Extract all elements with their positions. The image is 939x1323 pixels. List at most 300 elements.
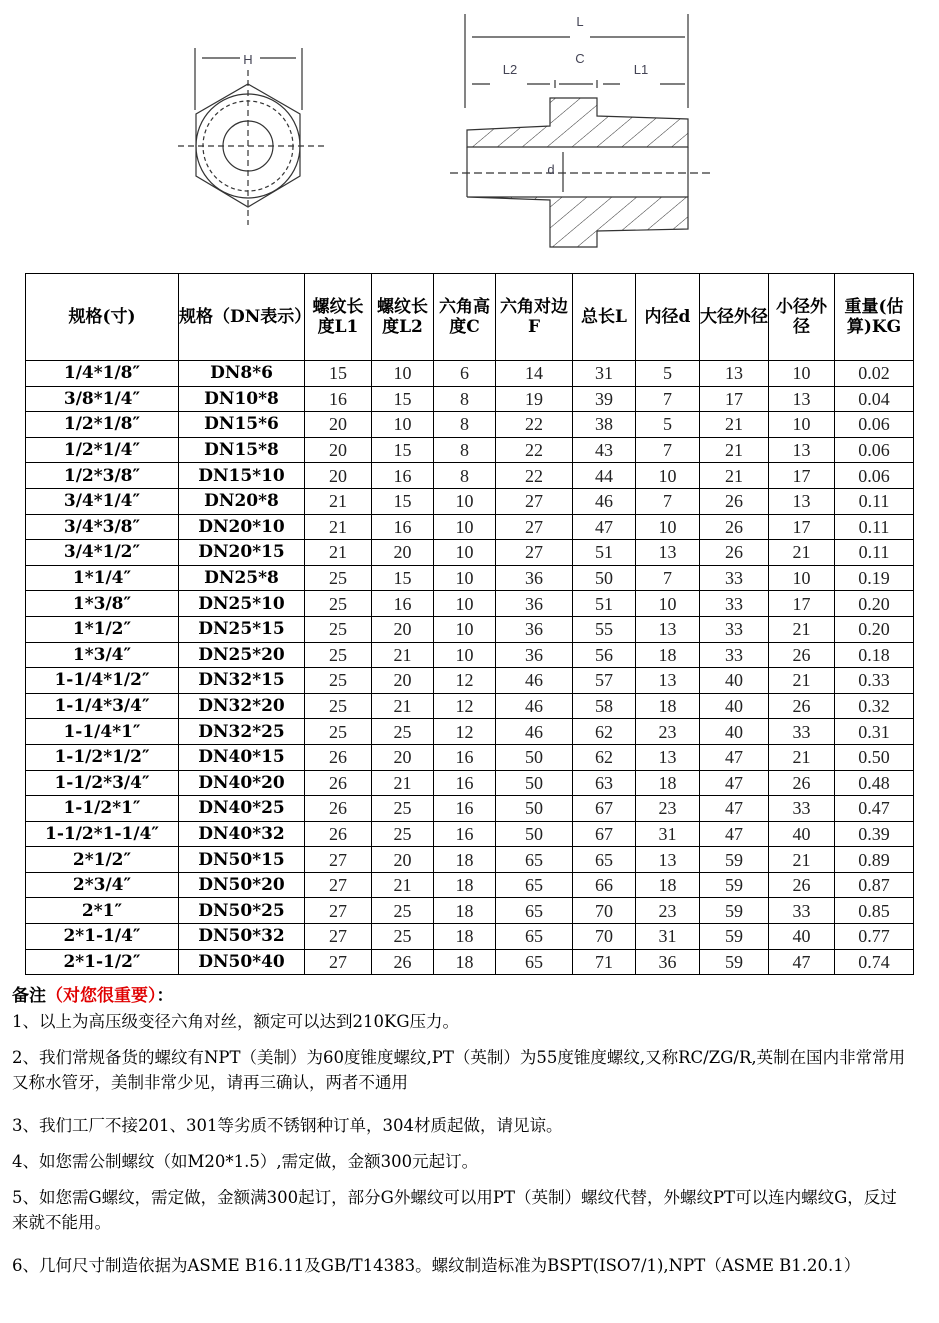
table-cell: DN32*20 xyxy=(179,693,305,719)
table-cell: 16 xyxy=(434,770,496,796)
table-cell: 20 xyxy=(372,744,434,770)
table-cell: 1-1/2*3/4″ xyxy=(26,770,179,796)
table-cell: 16 xyxy=(434,821,496,847)
table-cell: 1*1/2″ xyxy=(26,616,179,642)
table-cell: 0.85 xyxy=(835,898,914,924)
table-cell: 5 xyxy=(636,361,700,387)
table-cell: 47 xyxy=(700,744,769,770)
table-row xyxy=(26,847,914,873)
table-row xyxy=(26,719,914,745)
side-section-view xyxy=(450,14,710,247)
table-cell: 1-1/4*3/4″ xyxy=(26,693,179,719)
table-cell: 21 xyxy=(700,412,769,438)
table-cell: DN32*15 xyxy=(179,668,305,694)
table-cell: DN8*6 xyxy=(179,361,305,387)
table-row xyxy=(26,642,914,668)
table-cell: 27 xyxy=(305,924,372,950)
table-cell: 0.48 xyxy=(835,770,914,796)
table-cell: 1/2*1/8″ xyxy=(26,412,179,438)
table-cell: 46 xyxy=(496,668,573,694)
table-cell: 21 xyxy=(372,693,434,719)
table-cell: 70 xyxy=(573,924,636,950)
note-item: 1、以上为高压级变径六角对丝，额定可以达到210KG压力。 xyxy=(12,1012,459,1031)
table-cell: 0.02 xyxy=(835,361,914,387)
table-cell: 33 xyxy=(700,565,769,591)
table-cell: 20 xyxy=(305,463,372,489)
table-cell: 18 xyxy=(636,642,700,668)
table-cell: 0.04 xyxy=(835,386,914,412)
table-cell: 20 xyxy=(372,847,434,873)
fitting-dimension-diagram xyxy=(0,0,939,265)
table-cell: 21 xyxy=(305,488,372,514)
table-cell: 18 xyxy=(434,872,496,898)
table-cell: 16 xyxy=(434,744,496,770)
table-cell: 59 xyxy=(700,847,769,873)
table-cell: 0.06 xyxy=(835,437,914,463)
table-cell: 13 xyxy=(769,386,835,412)
table-cell: 3/4*1/2″ xyxy=(26,540,179,566)
table-cell: 1-1/2*1/2″ xyxy=(26,744,179,770)
note-item: 5、如您需G螺纹，需定做，金额满300起订，部分G外螺纹可以用PT（英制）螺纹代替，外螺纹PT可以连内螺纹G，反过来就不能用。 xyxy=(12,1188,897,1232)
table-cell: 65 xyxy=(573,847,636,873)
table-cell: 15 xyxy=(305,361,372,387)
table-cell: 10 xyxy=(434,514,496,540)
table-cell: DN10*8 xyxy=(179,386,305,412)
column-header: 六角高度C xyxy=(434,274,496,361)
table-cell: 56 xyxy=(573,642,636,668)
table-cell: 25 xyxy=(372,796,434,822)
table-cell: 1-1/4*1/2″ xyxy=(26,668,179,694)
table-cell: 21 xyxy=(372,872,434,898)
table-cell: 65 xyxy=(496,898,573,924)
table-cell: 25 xyxy=(305,565,372,591)
table-row xyxy=(26,591,914,617)
table-row xyxy=(26,514,914,540)
table-cell: 0.77 xyxy=(835,924,914,950)
table-cell: 46 xyxy=(496,693,573,719)
note-item: 2、我们常规备货的螺纹有NPT（美制）为60度锥度螺纹,PT（英制）为55度锥度螺纹,又称RC/ZG/R,英制在国内非常常用又称水管牙，美制非常少见，请再三确认，两者不通用 xyxy=(12,1048,906,1092)
column-header: 六角对边F xyxy=(496,274,573,361)
hex-end-view xyxy=(178,48,325,225)
note-item: 4、如您需公制螺纹（如M20*1.5）,需定做，金额300元起订。 xyxy=(12,1152,479,1171)
table-cell: 21 xyxy=(372,642,434,668)
table-cell: 2*3/4″ xyxy=(26,872,179,898)
table-cell: 20 xyxy=(372,540,434,566)
table-cell: 16 xyxy=(372,591,434,617)
table-cell: 7 xyxy=(636,437,700,463)
table-cell: 26 xyxy=(769,642,835,668)
table-cell: 27 xyxy=(305,847,372,873)
table-cell: 33 xyxy=(769,796,835,822)
table-row xyxy=(26,872,914,898)
table-cell: 65 xyxy=(496,924,573,950)
table-cell: 1-1/4*1″ xyxy=(26,719,179,745)
table-cell: 10 xyxy=(434,642,496,668)
table-cell: 12 xyxy=(434,668,496,694)
note-item: 6、几何尺寸制造依据为ASME B16.11及GB/T14383。螺纹制造标准为BSPT(ISO7/1),NPT（ASME B1.20.1） xyxy=(12,1256,861,1275)
table-cell: 0.18 xyxy=(835,642,914,668)
table-cell: 10 xyxy=(434,488,496,514)
table-cell: 15 xyxy=(372,565,434,591)
table-cell: 39 xyxy=(573,386,636,412)
table-cell: 59 xyxy=(700,949,769,975)
table-cell: 23 xyxy=(636,719,700,745)
table-cell: 10 xyxy=(434,616,496,642)
table-cell: 26 xyxy=(305,821,372,847)
table-cell: 50 xyxy=(496,770,573,796)
table-cell: 57 xyxy=(573,668,636,694)
table-cell: DN50*40 xyxy=(179,949,305,975)
notes-heading xyxy=(12,984,912,1009)
table-cell: 27 xyxy=(496,540,573,566)
table-cell: DN40*32 xyxy=(179,821,305,847)
table-cell: 18 xyxy=(434,847,496,873)
table-cell: 7 xyxy=(636,386,700,412)
table-cell: 20 xyxy=(305,412,372,438)
table-row xyxy=(26,386,914,412)
table-cell: 10 xyxy=(636,591,700,617)
table-cell: 0.20 xyxy=(835,616,914,642)
table-row xyxy=(26,488,914,514)
table-cell: 25 xyxy=(305,693,372,719)
table-cell: 25 xyxy=(305,591,372,617)
table-cell: 10 xyxy=(434,565,496,591)
table-cell: 13 xyxy=(636,616,700,642)
table-cell: 47 xyxy=(769,949,835,975)
table-cell: 17 xyxy=(769,591,835,617)
table-row xyxy=(26,898,914,924)
table-cell: 21 xyxy=(305,514,372,540)
table-cell: 67 xyxy=(573,796,636,822)
table-cell: 1/2*1/4″ xyxy=(26,437,179,463)
table-cell: DN32*25 xyxy=(179,719,305,745)
table-cell: 0.20 xyxy=(835,591,914,617)
table-cell: 21 xyxy=(372,770,434,796)
table-cell: DN50*20 xyxy=(179,872,305,898)
table-cell: 65 xyxy=(496,872,573,898)
table-cell: 25 xyxy=(372,821,434,847)
table-cell: 38 xyxy=(573,412,636,438)
table-cell: 0.11 xyxy=(835,514,914,540)
table-cell: 16 xyxy=(372,514,434,540)
label-d: d xyxy=(547,162,555,177)
table-cell: DN25*15 xyxy=(179,616,305,642)
table-cell: 10 xyxy=(769,361,835,387)
table-cell: DN15*6 xyxy=(179,412,305,438)
table-cell: DN25*8 xyxy=(179,565,305,591)
table-cell: 21 xyxy=(305,540,372,566)
table-cell: 62 xyxy=(573,744,636,770)
table-cell: DN20*10 xyxy=(179,514,305,540)
table-cell: 40 xyxy=(769,821,835,847)
table-cell: 33 xyxy=(769,898,835,924)
table-cell: 2*1-1/4″ xyxy=(26,924,179,950)
table-cell: 10 xyxy=(769,412,835,438)
table-cell: 25 xyxy=(372,924,434,950)
table-cell: 12 xyxy=(434,719,496,745)
column-header: 内径d xyxy=(636,274,700,361)
table-cell: 1-1/2*1″ xyxy=(26,796,179,822)
table-cell: DN20*15 xyxy=(179,540,305,566)
table-cell: 40 xyxy=(700,719,769,745)
table-cell: 0.32 xyxy=(835,693,914,719)
table-cell: DN40*15 xyxy=(179,744,305,770)
table-cell: 26 xyxy=(700,488,769,514)
table-cell: DN50*15 xyxy=(179,847,305,873)
table-cell: 26 xyxy=(305,796,372,822)
table-cell: 21 xyxy=(769,847,835,873)
table-cell: 51 xyxy=(573,540,636,566)
notes-heading-colon: ： xyxy=(156,986,174,1006)
table-cell: 59 xyxy=(700,898,769,924)
table-cell: 18 xyxy=(434,898,496,924)
table-cell: 65 xyxy=(496,847,573,873)
table-cell: 31 xyxy=(636,924,700,950)
notes-heading-emphasis: （对您很重要） xyxy=(46,986,157,1006)
table-cell: 16 xyxy=(434,796,496,822)
table-cell: 63 xyxy=(573,770,636,796)
table-cell: 22 xyxy=(496,437,573,463)
table-cell: 0.06 xyxy=(835,463,914,489)
table-cell: 40 xyxy=(700,693,769,719)
table-cell: 0.74 xyxy=(835,949,914,975)
table-cell: 12 xyxy=(434,693,496,719)
table-cell: 26 xyxy=(769,770,835,796)
table-cell: 27 xyxy=(305,949,372,975)
table-cell: 10 xyxy=(372,361,434,387)
table-cell: 27 xyxy=(305,872,372,898)
table-cell: 16 xyxy=(372,463,434,489)
table-cell: 46 xyxy=(496,719,573,745)
column-header: 大径外径 xyxy=(700,274,769,361)
table-cell: 2*1″ xyxy=(26,898,179,924)
table-cell: 31 xyxy=(636,821,700,847)
table-row xyxy=(26,540,914,566)
table-cell: 59 xyxy=(700,924,769,950)
table-cell: 14 xyxy=(496,361,573,387)
table-cell: 36 xyxy=(636,949,700,975)
table-cell: DN25*20 xyxy=(179,642,305,668)
table-cell: 0.87 xyxy=(835,872,914,898)
table-cell: 46 xyxy=(573,488,636,514)
table-cell: 21 xyxy=(769,616,835,642)
table-cell: 71 xyxy=(573,949,636,975)
notes-section xyxy=(12,984,912,1278)
spec-table xyxy=(25,273,914,975)
table-cell: 25 xyxy=(305,668,372,694)
table-cell: 2*1/2″ xyxy=(26,847,179,873)
table-cell: 62 xyxy=(573,719,636,745)
column-header: 螺纹长度L2 xyxy=(372,274,434,361)
table-cell: 25 xyxy=(372,898,434,924)
table-cell: 7 xyxy=(636,488,700,514)
table-cell: DN40*25 xyxy=(179,796,305,822)
table-cell: DN50*32 xyxy=(179,924,305,950)
table-cell: 25 xyxy=(372,719,434,745)
table-cell: 27 xyxy=(496,514,573,540)
notes-heading-text: 备注 xyxy=(12,986,46,1006)
table-cell: 0.50 xyxy=(835,744,914,770)
table-cell: 8 xyxy=(434,412,496,438)
table-cell: 50 xyxy=(496,821,573,847)
table-row xyxy=(26,949,914,975)
column-header: 规格(寸) xyxy=(26,274,179,361)
table-cell: 0.89 xyxy=(835,847,914,873)
table-cell: 47 xyxy=(700,796,769,822)
table-cell: 16 xyxy=(305,386,372,412)
table-cell: 17 xyxy=(769,514,835,540)
table-cell: 8 xyxy=(434,463,496,489)
label-h: H xyxy=(243,52,253,67)
column-header: 重量(估算)KG xyxy=(835,274,914,361)
table-row xyxy=(26,796,914,822)
table-cell: 13 xyxy=(769,437,835,463)
table-cell: 65 xyxy=(496,949,573,975)
table-cell: 31 xyxy=(573,361,636,387)
table-cell: 40 xyxy=(769,924,835,950)
table-cell: 18 xyxy=(636,872,700,898)
table-cell: 33 xyxy=(700,616,769,642)
table-cell: 27 xyxy=(496,488,573,514)
table-row xyxy=(26,616,914,642)
table-cell: 47 xyxy=(700,770,769,796)
table-cell: 13 xyxy=(769,488,835,514)
table-cell: 21 xyxy=(769,744,835,770)
table-cell: 0.39 xyxy=(835,821,914,847)
table-cell: 13 xyxy=(636,744,700,770)
table-cell: 0.31 xyxy=(835,719,914,745)
table-cell: 67 xyxy=(573,821,636,847)
table-cell: 10 xyxy=(636,514,700,540)
table-cell: 22 xyxy=(496,463,573,489)
table-cell: 1*1/4″ xyxy=(26,565,179,591)
table-cell: 3/4*1/4″ xyxy=(26,488,179,514)
table-cell: 10 xyxy=(434,540,496,566)
table-cell: 55 xyxy=(573,616,636,642)
table-cell: 1*3/8″ xyxy=(26,591,179,617)
table-cell: 17 xyxy=(769,463,835,489)
table-cell: 70 xyxy=(573,898,636,924)
table-cell: 10 xyxy=(636,463,700,489)
table-cell: DN50*25 xyxy=(179,898,305,924)
table-cell: 20 xyxy=(305,437,372,463)
note-item: 3、我们工厂不接201、301等劣质不锈钢种订单，304材质起做，请见谅。 xyxy=(12,1116,563,1135)
table-cell: 36 xyxy=(496,642,573,668)
table-cell: 18 xyxy=(434,949,496,975)
table-cell: 58 xyxy=(573,693,636,719)
table-cell: 10 xyxy=(434,591,496,617)
table-cell: DN15*10 xyxy=(179,463,305,489)
table-cell: 10 xyxy=(372,412,434,438)
table-cell: 3/8*1/4″ xyxy=(26,386,179,412)
column-header: 规格（DN表示） xyxy=(179,274,305,361)
table-row xyxy=(26,924,914,950)
table-row xyxy=(26,361,914,387)
table-cell: 47 xyxy=(700,821,769,847)
table-cell: 1-1/2*1-1/4″ xyxy=(26,821,179,847)
table-cell: 7 xyxy=(636,565,700,591)
table-cell: 26 xyxy=(769,872,835,898)
table-cell: 21 xyxy=(700,437,769,463)
table-cell: 17 xyxy=(700,386,769,412)
table-cell: 50 xyxy=(496,744,573,770)
table-cell: 13 xyxy=(700,361,769,387)
table-cell: 0.06 xyxy=(835,412,914,438)
table-cell: 1/2*3/8″ xyxy=(26,463,179,489)
table-row xyxy=(26,565,914,591)
table-cell: 18 xyxy=(636,770,700,796)
table-cell: 23 xyxy=(636,898,700,924)
table-cell: 26 xyxy=(305,744,372,770)
table-cell: 19 xyxy=(496,386,573,412)
label-l: L xyxy=(576,14,584,29)
table-row xyxy=(26,463,914,489)
table-cell: 66 xyxy=(573,872,636,898)
table-cell: DN40*20 xyxy=(179,770,305,796)
table-row xyxy=(26,770,914,796)
table-cell: 36 xyxy=(496,565,573,591)
table-cell: 27 xyxy=(305,898,372,924)
table-cell: 33 xyxy=(700,591,769,617)
table-cell: 8 xyxy=(434,386,496,412)
column-header: 总长L xyxy=(573,274,636,361)
table-row xyxy=(26,412,914,438)
table-cell: 36 xyxy=(496,616,573,642)
table-cell: 25 xyxy=(305,642,372,668)
table-row xyxy=(26,744,914,770)
table-cell: 40 xyxy=(700,668,769,694)
table-cell: 15 xyxy=(372,437,434,463)
table-cell: 26 xyxy=(372,949,434,975)
table-cell: 18 xyxy=(636,693,700,719)
table-cell: 0.47 xyxy=(835,796,914,822)
label-c: C xyxy=(575,51,585,66)
table-cell: 15 xyxy=(372,386,434,412)
table-cell: 1*3/4″ xyxy=(26,642,179,668)
table-cell: 26 xyxy=(700,514,769,540)
table-cell: 15 xyxy=(372,488,434,514)
table-cell: 36 xyxy=(496,591,573,617)
table-cell: 26 xyxy=(700,540,769,566)
table-cell: 44 xyxy=(573,463,636,489)
table-cell: 5 xyxy=(636,412,700,438)
table-cell: 26 xyxy=(305,770,372,796)
table-cell: 13 xyxy=(636,540,700,566)
table-cell: 51 xyxy=(573,591,636,617)
table-cell: 10 xyxy=(769,565,835,591)
table-row xyxy=(26,821,914,847)
table-cell: 23 xyxy=(636,796,700,822)
table-cell: 33 xyxy=(700,642,769,668)
table-cell: 0.33 xyxy=(835,668,914,694)
table-cell: 6 xyxy=(434,361,496,387)
table-cell: DN15*8 xyxy=(179,437,305,463)
table-cell: 0.11 xyxy=(835,540,914,566)
table-cell: 21 xyxy=(769,540,835,566)
table-cell: 0.11 xyxy=(835,488,914,514)
table-row xyxy=(26,668,914,694)
table-row xyxy=(26,437,914,463)
column-header: 螺纹长度L1 xyxy=(305,274,372,361)
table-cell: DN25*10 xyxy=(179,591,305,617)
table-cell: 47 xyxy=(573,514,636,540)
table-header-row xyxy=(26,274,914,361)
label-l2: L2 xyxy=(502,62,518,77)
table-cell: 1/4*1/8″ xyxy=(26,361,179,387)
table-row xyxy=(26,693,914,719)
table-cell: 43 xyxy=(573,437,636,463)
table-cell: 59 xyxy=(700,872,769,898)
